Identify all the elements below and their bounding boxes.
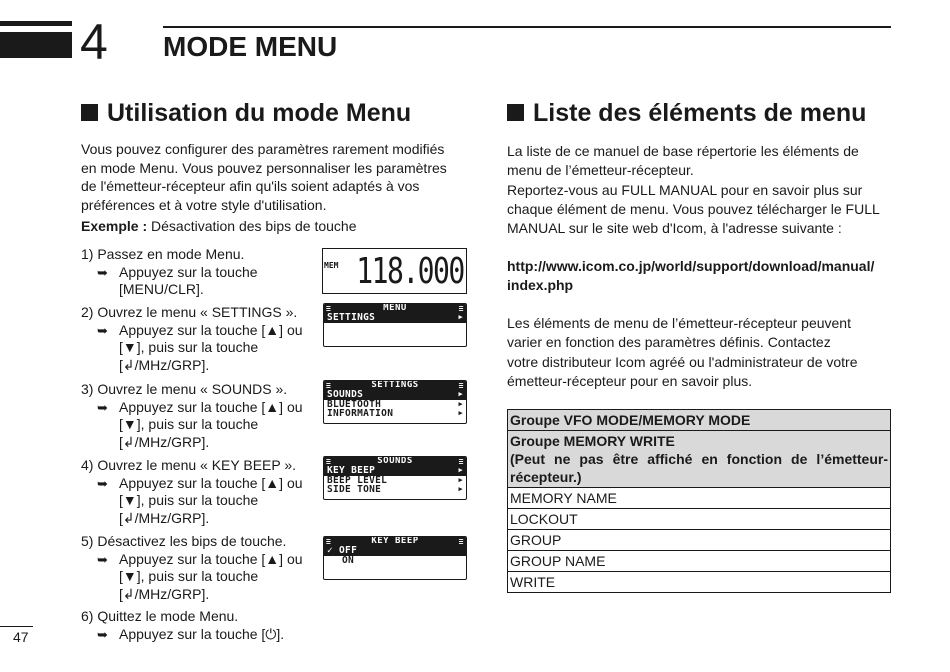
step-text: Appuyez sur la touche [⏻].	[119, 625, 285, 642]
right-heading-text: Liste des éléments de menu	[533, 99, 867, 127]
step-text: Appuyez sur la touche [▲] ou	[119, 550, 303, 567]
step-title: 4) Ouvrez le menu « KEY BEEP ».	[81, 457, 297, 473]
keybeep-display	[323, 536, 467, 580]
step-text: [▼], puis sur la touche	[119, 339, 259, 355]
menu-lines-icon: ≡	[458, 381, 464, 390]
lcd-row	[324, 313, 466, 323]
intro-line: de l'émetteur-récepteur afin qu'ils soient adaptés à vos	[81, 178, 420, 194]
step-text: [▼], puis sur la touche	[119, 492, 259, 508]
table-row	[508, 572, 891, 593]
arrow-icon: ➥	[97, 475, 108, 491]
paragraph-line: MANUAL sur le site web d'Icom, à l'adresse suivante :	[507, 220, 842, 237]
menu-item: LOCKOUT	[508, 509, 891, 530]
menu-item: MEMORY NAME	[508, 488, 891, 509]
menu-lines-icon: ≡	[326, 304, 332, 313]
lcd-row-label: BLUETOOTH	[327, 398, 382, 410]
step-text: [MENU/CLR].	[119, 281, 204, 297]
url-line: http://www.icom.co.jp/world/support/download/manual/	[507, 258, 875, 274]
menu-lines-icon: ≡	[326, 537, 332, 546]
menu-lines-icon: ≡	[458, 457, 464, 466]
step-instruction	[81, 475, 321, 528]
table-row	[508, 431, 891, 488]
left-heading-text: Utilisation du mode Menu	[107, 99, 412, 127]
menu-items-table	[507, 409, 891, 593]
right-paragraph-1	[507, 142, 897, 238]
menu-lines-icon: ≡	[458, 537, 464, 546]
menu-item: GROUP	[508, 530, 891, 551]
paragraph-line: menu de l’émetteur-récepteur.	[507, 162, 694, 179]
right-heading	[507, 98, 866, 128]
step-text: Appuyez sur la touche	[119, 263, 258, 280]
lcd-row	[324, 485, 466, 495]
step-title: 1) Passez en mode Menu.	[81, 246, 245, 262]
lcd-header-title: SETTINGS	[371, 380, 419, 390]
paragraph-line: Les éléments de menu de l’émetteur-récepteur peuvent	[507, 315, 851, 331]
step-4	[81, 457, 321, 527]
menu-item: WRITE	[508, 572, 891, 593]
frequency-display	[322, 248, 467, 294]
arrow-icon: ➥	[97, 551, 108, 567]
header-rule	[163, 26, 891, 28]
url-line: index.php	[507, 277, 574, 294]
menu-item: GROUP NAME	[508, 551, 891, 572]
lcd-row-label: ✓ OFF	[327, 545, 358, 556]
arrow-icon: ➥	[97, 264, 108, 280]
step-text: [↲/MHz/GRP].	[119, 585, 210, 602]
lcd-row-label: ON	[342, 554, 355, 566]
arrow-right-icon: ▶	[458, 475, 463, 484]
step-text: [↲/MHz/GRP].	[119, 433, 210, 450]
arrow-right-icon: ▶	[458, 466, 463, 474]
step-text: Appuyez sur la touche [▲] ou	[119, 474, 303, 491]
chapter-number: 4	[80, 14, 108, 70]
lcd-row-label: INFORMATION	[327, 408, 394, 419]
step-title: 6) Quittez le mode Menu.	[81, 608, 239, 624]
table-row	[508, 530, 891, 551]
step-text: [↲/MHz/GRP].	[119, 509, 210, 526]
chapter-title: MODE MENU	[163, 31, 338, 62]
lcd-row-label: SOUNDS	[327, 389, 364, 400]
step-title: 2) Ouvrez le menu « SETTINGS ».	[81, 304, 298, 320]
page-number: 47	[13, 629, 29, 645]
step-3	[81, 381, 321, 451]
table-row	[508, 551, 891, 572]
step-6	[81, 608, 321, 643]
step-title: 3) Ouvrez le menu « SOUNDS ».	[81, 381, 288, 397]
step-instruction	[81, 551, 321, 604]
group-header-line: Groupe MEMORY WRITE	[510, 433, 675, 449]
table-row	[508, 509, 891, 530]
step-text: [▼], puis sur la touche	[119, 416, 259, 432]
step-1	[81, 246, 321, 299]
group-header-line: (Peut ne pas être affiché en fonction de l’émetteur-	[510, 451, 888, 467]
step-text: [↲/MHz/GRP].	[119, 356, 210, 373]
example-label: Exemple :	[81, 218, 148, 234]
lcd-header-title: KEY BEEP	[371, 536, 419, 546]
left-heading	[81, 98, 411, 128]
arrow-right-icon: ▶	[458, 399, 463, 408]
group-header	[508, 431, 891, 488]
page-number-rule	[0, 626, 33, 627]
step-instruction	[81, 399, 321, 452]
step-text: Appuyez sur la touche [▲] ou	[119, 398, 303, 415]
menu-lines-icon: ≡	[326, 457, 332, 466]
lcd-row-label: BEEP LEVEL	[327, 474, 388, 486]
chapter-tab-bar-top	[0, 21, 72, 26]
intro-line: en mode Menu. Vous pouvez personnaliser les paramètres	[81, 159, 447, 176]
paragraph-line: Reportez-vous au FULL MANUAL pour en savoir plus sur	[507, 181, 863, 198]
step-text: [▼], puis sur la touche	[119, 568, 259, 584]
example-line	[81, 217, 471, 236]
lcd-row	[324, 556, 466, 566]
paragraph-line: chaque élément de menu. Vous pouvez télécharger le FULL	[507, 200, 880, 217]
paragraph-line: votre distributeur Icom agréé ou l'administrateur de votre	[507, 353, 858, 370]
arrow-right-icon: ▶	[458, 313, 463, 321]
chapter-tab-bar-bottom	[0, 32, 72, 58]
intro-line: préférences et à votre style d'utilisation.	[81, 196, 327, 213]
lcd-header-title: MENU	[383, 303, 407, 313]
step-2	[81, 304, 321, 374]
settings-display	[323, 380, 467, 424]
right-paragraph-2	[507, 314, 897, 391]
arrow-right-icon: ▶	[458, 485, 463, 493]
table-row	[508, 488, 891, 509]
arrow-icon: ➥	[97, 626, 108, 642]
left-intro	[81, 140, 471, 214]
example-text: Désactivation des bips de touche	[147, 218, 357, 234]
lcd-row-label: SIDE TONE	[327, 484, 382, 495]
step-5	[81, 533, 321, 603]
menu-display	[323, 303, 467, 347]
frequency-value: 118.000	[356, 251, 464, 292]
paragraph-line: La liste de ce manuel de base répertorie les éléments de	[507, 143, 859, 159]
lcd-row-label: SETTINGS	[327, 312, 376, 323]
step-instruction	[81, 626, 321, 644]
download-url	[507, 257, 897, 296]
step-title: 5) Désactivez les bips de touche.	[81, 533, 287, 549]
lcd-row-label: KEY BEEP	[327, 465, 376, 476]
group-header: Groupe VFO MODE/MEMORY MODE	[508, 410, 891, 431]
table-row	[508, 410, 891, 431]
arrow-right-icon: ▶	[458, 390, 463, 398]
paragraph-line: varier en fonction des paramètres définis. Contactez	[507, 334, 831, 351]
lcd-row	[324, 409, 466, 419]
arrow-icon: ➥	[97, 399, 108, 415]
arrow-icon: ➥	[97, 322, 108, 338]
step-instruction	[81, 322, 321, 375]
heading-square-icon	[507, 104, 524, 121]
step-text: Appuyez sur la touche [▲] ou	[119, 321, 303, 338]
mem-indicator: MEM	[324, 261, 339, 270]
intro-line: Vous pouvez configurer des paramètres rarement modifiés	[81, 141, 445, 157]
arrow-right-icon: ▶	[458, 409, 463, 417]
step-instruction	[81, 264, 321, 299]
sounds-display	[323, 456, 467, 500]
menu-lines-icon: ≡	[458, 304, 464, 313]
group-header-line: récepteur.)	[510, 469, 582, 485]
lcd-header-title: SOUNDS	[377, 456, 413, 466]
menu-lines-icon: ≡	[326, 381, 332, 390]
paragraph-line: émetteur-récepteur pour en savoir plus.	[507, 372, 753, 389]
heading-square-icon	[81, 104, 98, 121]
